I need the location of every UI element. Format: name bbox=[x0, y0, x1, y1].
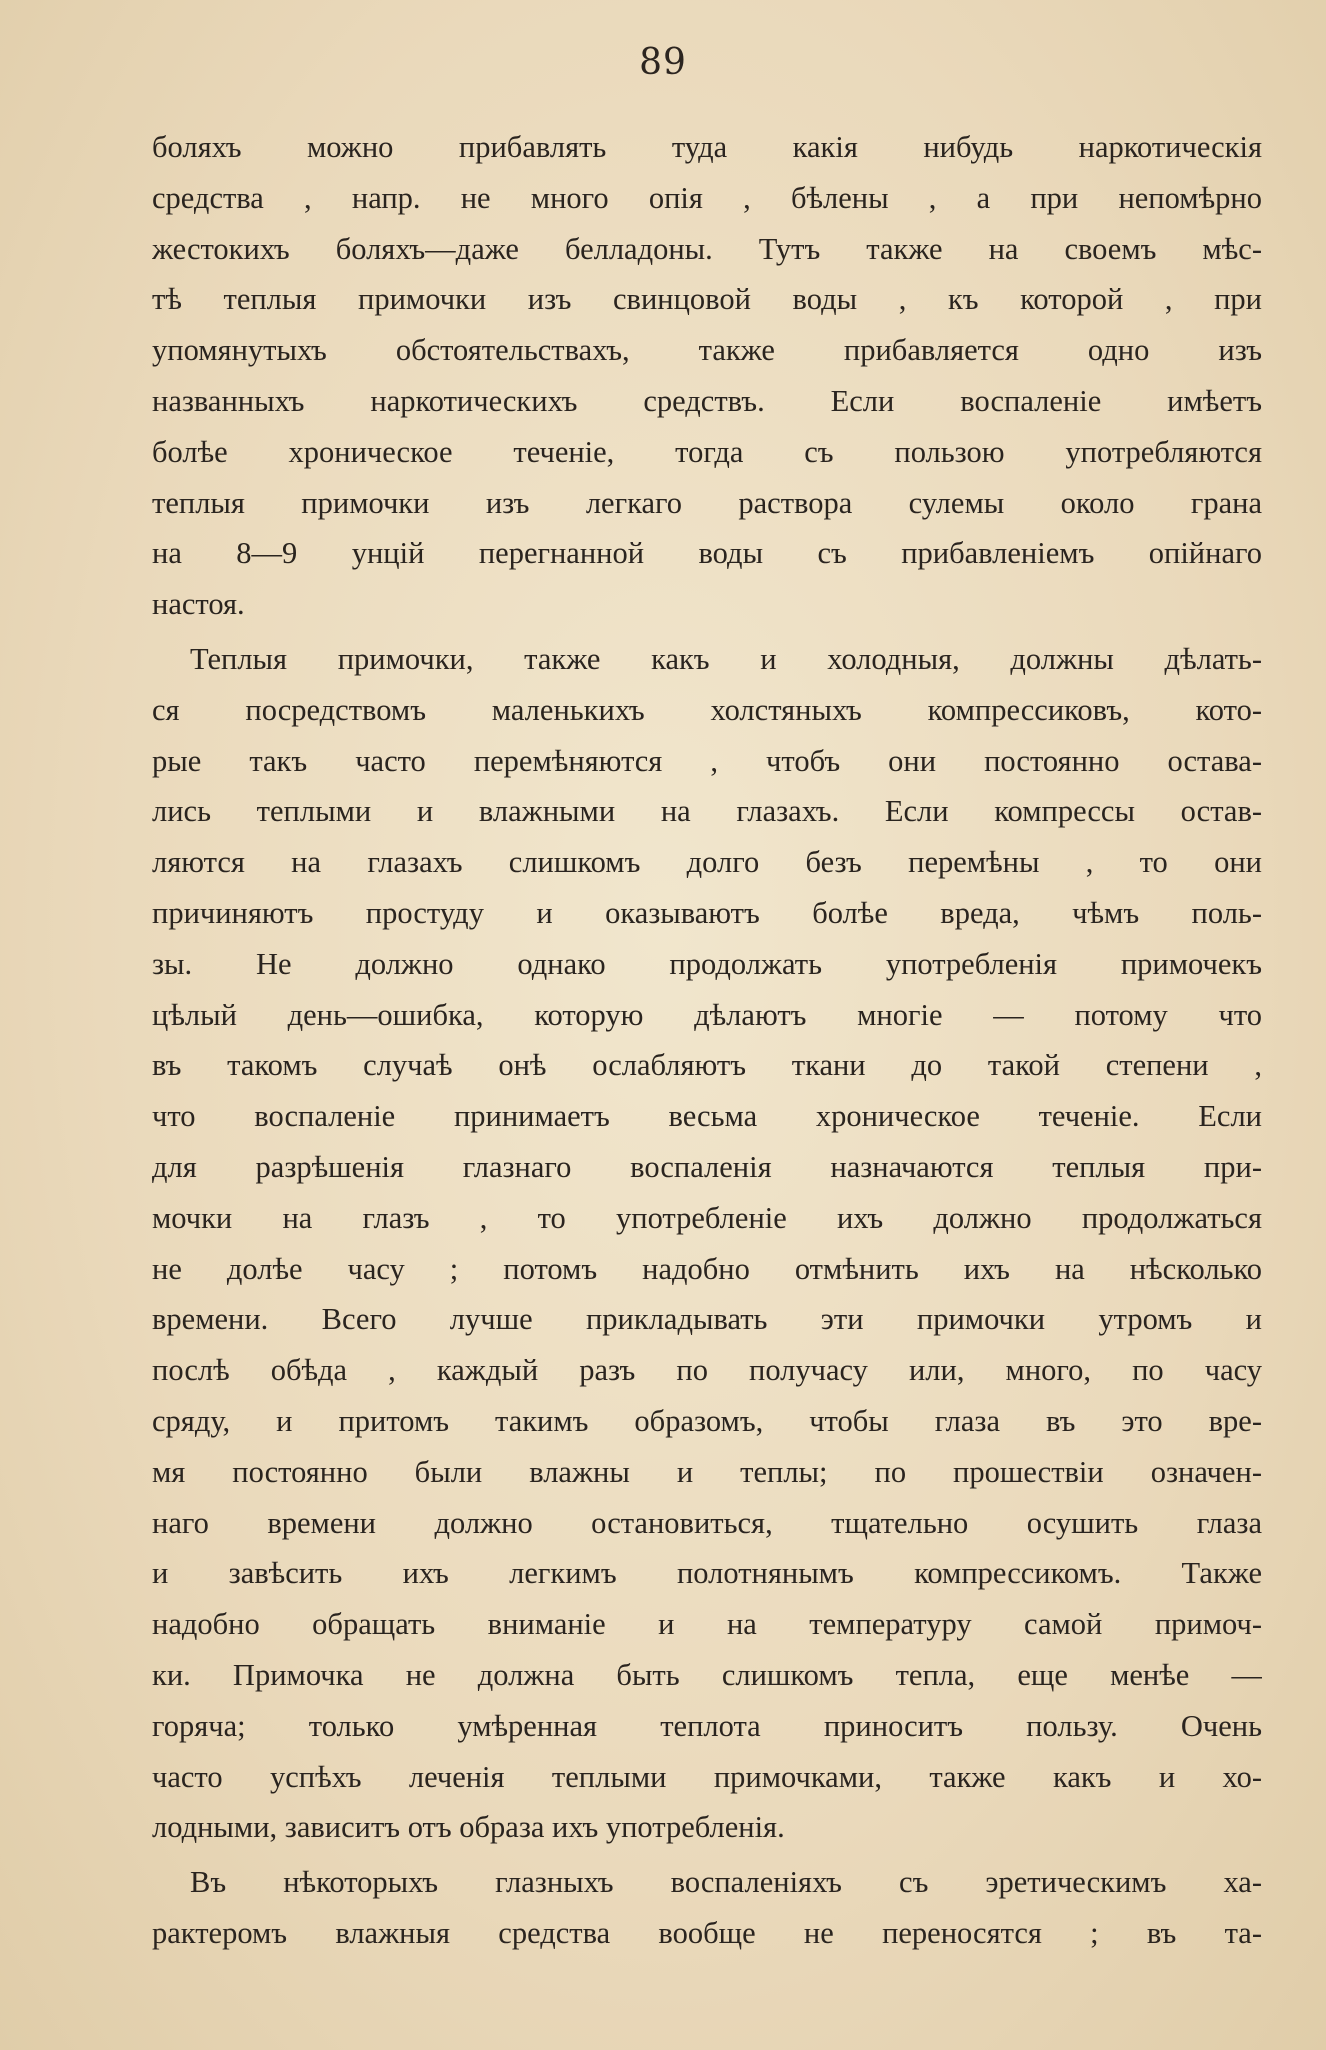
text-line: сряду, и притомъ такимъ образомъ, чтобы глаза въ это вре- bbox=[152, 1403, 1262, 1438]
body-text bbox=[152, 122, 1262, 1959]
text-line: послѣ обѣда , каждый разъ по получасу или, много, по часу bbox=[152, 1353, 1262, 1388]
text-line: средства , напр. не много опія , бѣлены , а при непомѣрно bbox=[152, 180, 1262, 215]
text-line: въ такомъ случаѣ онѣ ослабляютъ ткани до такой степени , bbox=[152, 1048, 1262, 1083]
text-line: настоя. bbox=[152, 587, 245, 622]
text-line: Теплыя примочки, также какъ и холодныя, должны дѣлать- bbox=[190, 641, 1262, 676]
page-number: 89 bbox=[639, 42, 687, 83]
text-line: наго времени должно остановиться, тщательно осушить глаза bbox=[152, 1505, 1262, 1540]
paragraph-3 bbox=[152, 1857, 1262, 1959]
paragraph-1 bbox=[152, 122, 1262, 630]
text-line: что воспаленіе принимаетъ весьма хроническое теченіе. Если bbox=[152, 1099, 1262, 1134]
text-line: тѣ теплыя примочки изъ свинцовой воды , къ которой , при bbox=[152, 282, 1262, 317]
text-line: для разрѣшенія глазнаго воспаленія назначаются теплыя при- bbox=[152, 1149, 1262, 1184]
text-line: рые такъ часто перемѣняются , чтобъ они постоянно остава- bbox=[152, 743, 1262, 778]
text-line: жестокихъ боляхъ—даже белладоны. Тутъ также на своемъ мѣс- bbox=[152, 231, 1262, 266]
text-line: на 8—9 унцій перегнанной воды съ прибавленіемъ опійнаго bbox=[152, 536, 1262, 571]
text-line: теплыя примочки изъ легкаго раствора сулемы около грана bbox=[152, 485, 1262, 520]
text-line: рактеромъ влажныя средства вообще не переносятся ; въ та- bbox=[152, 1915, 1262, 1950]
text-line: не долѣе часу ; потомъ надобно отмѣнить ихъ на нѣсколько bbox=[152, 1251, 1262, 1286]
text-line: ки. Примочка не должна быть слишкомъ тепла, еще менѣе — bbox=[152, 1657, 1262, 1692]
text-line: ся посредствомъ маленькихъ холстяныхъ компрессиковъ, кото- bbox=[152, 692, 1262, 727]
text-line: времени. Всего лучше прикладывать эти примочки утромъ и bbox=[152, 1302, 1262, 1337]
text-line: часто успѣхъ леченія теплыми примочками, также какъ и хо- bbox=[152, 1759, 1262, 1794]
text-line: мочки на глазъ , то употребленіе ихъ должно продолжаться bbox=[152, 1200, 1262, 1235]
text-line: боляхъ можно прибавлять туда какія нибудь наркотическія bbox=[152, 130, 1262, 164]
text-line: и завѣсить ихъ легкимъ полотнянымъ компрессикомъ. Также bbox=[152, 1556, 1262, 1591]
text-line: цѣлый день—ошибка, которую дѣлаютъ многіе — потому что bbox=[152, 997, 1262, 1032]
text-line: ляются на глазахъ слишкомъ долго безъ перемѣны , то они bbox=[152, 845, 1262, 880]
text-line: причиняютъ простуду и оказываютъ болѣе вреда, чѣмъ поль- bbox=[152, 895, 1262, 930]
text-line: горяча; только умѣренная теплота приноситъ пользу. Очень bbox=[152, 1708, 1262, 1743]
text-line: лодными, зависитъ отъ образа ихъ употребленія. bbox=[152, 1810, 785, 1845]
text-line: болѣе хроническое теченіе, тогда съ пользою употребляются bbox=[152, 434, 1262, 469]
text-line: зы. Не должно однако продолжать употребленія примочекъ bbox=[152, 946, 1262, 981]
text-line: Въ нѣкоторыхъ глазныхъ воспаленіяхъ съ эретическимъ ха- bbox=[190, 1865, 1262, 1900]
text-line: мя постоянно были влажны и теплы; по прошествіи означен- bbox=[152, 1454, 1262, 1489]
text-line: названныхъ наркотическихъ средствъ. Если воспаленіе имѣетъ bbox=[152, 383, 1262, 418]
text-line: лись теплыми и влажными на глазахъ. Если компрессы остав- bbox=[152, 794, 1262, 829]
paragraph-2 bbox=[152, 634, 1262, 1853]
text-line: упомянутыхъ обстоятельствахъ, также прибавляется одно изъ bbox=[152, 333, 1262, 368]
text-line: надобно обращать вниманіе и на температуру самой примоч- bbox=[152, 1607, 1262, 1642]
